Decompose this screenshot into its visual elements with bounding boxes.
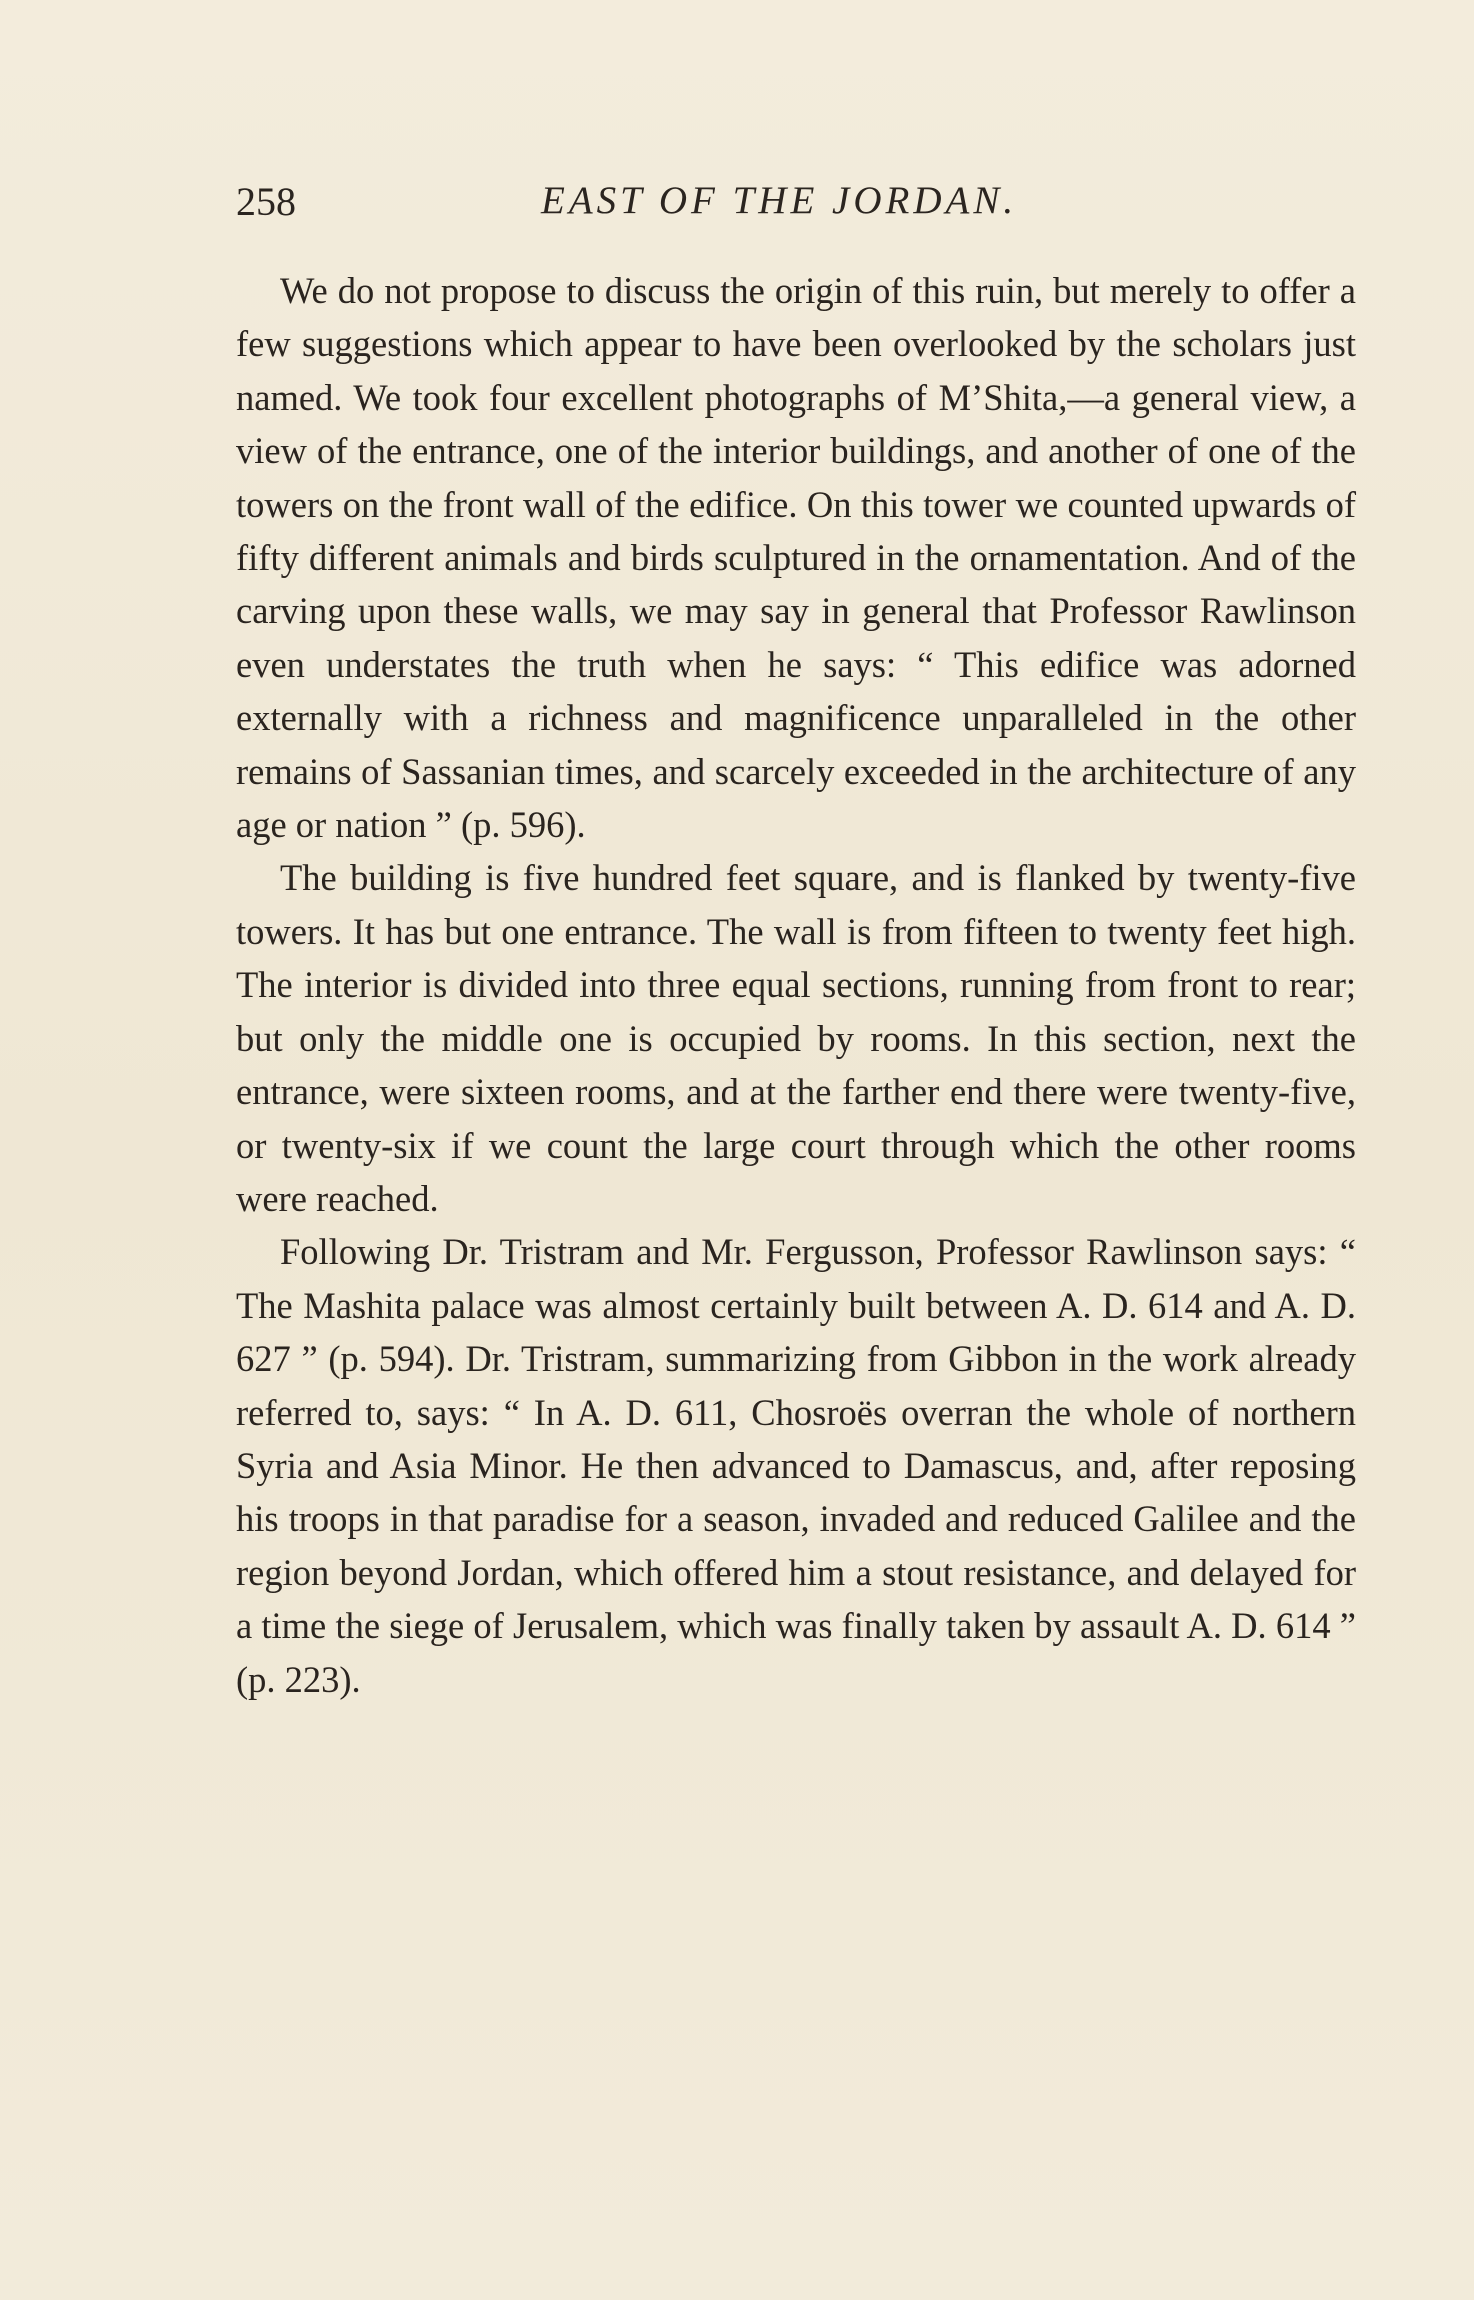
body-text [236,264,1356,1706]
paragraph: The building is five hundred feet square, and is flanked by twenty-five towers. It has but one entrance. The wall is from fifteen to twenty feet high. The interior is divided into three equal sections, running from front to rear; but only the middle one is occupied by rooms. In this section, next the entrance, were sixteen rooms, and at the farther end there were twenty-five, or twenty-six if we count the large court through which the other rooms were reached. [236,857,1356,1219]
paragraph: We do not propose to discuss the origin of this ruin, but merely to offer a few suggestions which appear to have been overlooked by the scholars just named. We took four excellent photographs of M’Shita,—a general view, a view of the entrance, one of the interior buildings, and another of one of the towers on the front wall of the edifice. On this tower we counted upwards of fifty different animals and birds sculptured in the ornamentation. And of the carving upon these walls, we may say in general that Professor Rawlinson even understates the truth when he says: “ This edifice was adorned externally with a richness and magnificence unparalleled in the other remains of Sassanian times, and scarcely exceeded in the architecture of any age or nation ” (p. 596). [236,270,1356,846]
page-number: 258 [236,179,296,224]
paragraph: Following Dr. Tristram and Mr. Fergusson, Professor Rawlinson says: “ The Mashita palace was almost certainly built between A. D. 614 and A. D. 627 ” (p. 594). Dr. Tristram, summarizing from Gibbon in the work already referred to, says: “ In A. D. 611, Chosroës overran the whole of northern Syria and Asia Minor. He then advanced to Damascus, and, after reposing his troops in that paradise for a season, invaded and reduced Galilee and the region beyond Jordan, which offered him a stout resistance, and delayed for a time the siege of Jerusalem, which was finally taken by assault A. D. 614 ” (p. 223). [236,1231,1356,1700]
page-header [236,178,1356,238]
running-head: EAST OF THE JORDAN. [541,179,1018,222]
